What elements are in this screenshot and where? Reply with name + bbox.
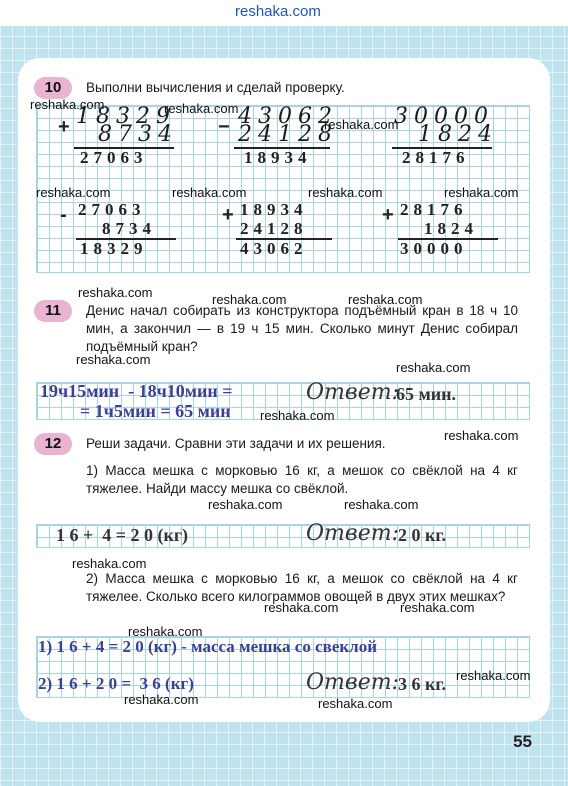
task11-badge: 11 bbox=[34, 300, 72, 322]
check1-a: 27063 bbox=[78, 200, 146, 219]
check1-res: 18329 bbox=[80, 239, 148, 258]
watermark: reshaka.com bbox=[212, 292, 287, 307]
col2-sign: − bbox=[218, 116, 230, 138]
task11-line2: = 1ч5мин = 65 мин bbox=[80, 401, 231, 421]
task10-badge: 10 bbox=[34, 77, 72, 99]
watermark: reshaka.com bbox=[400, 600, 475, 615]
check2-b: 24128 bbox=[240, 219, 308, 238]
watermark: reshaka.com bbox=[124, 692, 199, 707]
watermark: reshaka.com bbox=[260, 408, 335, 423]
watermark: reshaka.com bbox=[396, 360, 471, 375]
page-number: 55 bbox=[513, 732, 532, 751]
watermark: reshaka.com bbox=[456, 668, 531, 683]
site-header-link[interactable]: reshaka.com bbox=[235, 3, 321, 20]
col1-b: 8734 bbox=[98, 122, 178, 147]
task12-p2-answer-word: Ответ: bbox=[306, 670, 399, 695]
col2-b: 24128 bbox=[238, 122, 338, 147]
watermark: reshaka.com bbox=[444, 428, 519, 443]
watermark: reshaka.com bbox=[324, 117, 399, 132]
task12-instruction: Реши задачи. Сравни эти задачи и их решения. bbox=[86, 436, 386, 451]
task12-p1-solution: 1 6 + 4 = 2 0 (кг) bbox=[56, 525, 189, 545]
col3-a: 30000 bbox=[394, 104, 494, 129]
check3-sign: + bbox=[382, 204, 394, 226]
task11-text: Денис начал собирать из конструктора подъёмный кран в 18 ч 10 мин, а закончил — в 19 ч 15 мин. Сколько минут Денис собирал подъёмный кран? bbox=[86, 303, 518, 354]
col1-a: 18329 bbox=[76, 104, 176, 129]
watermark: reshaka.com bbox=[36, 185, 111, 200]
task12-p2-line2: 2) 1 6 + 2 0 = 3 6 (кг) bbox=[38, 674, 194, 693]
check3-b: 1824 bbox=[424, 219, 478, 238]
check3-a: 28176 bbox=[400, 200, 468, 219]
col3-res: 28176 bbox=[402, 148, 470, 167]
task11-line1: 19ч15мин - 18ч10мин = bbox=[40, 381, 233, 401]
col2-res: 18934 bbox=[244, 148, 312, 167]
watermark: reshaka.com bbox=[344, 497, 419, 512]
task12-p2-line1: 1) 1 6 + 4 = 2 0 (кг) - масса мешка со свеклой bbox=[38, 637, 378, 656]
watermark: reshaka.com bbox=[76, 352, 151, 367]
watermark: reshaka.com bbox=[78, 285, 153, 300]
check3-res: 30000 bbox=[400, 239, 468, 258]
check1-sign: - bbox=[60, 204, 67, 226]
col1-sign: + bbox=[58, 116, 70, 138]
task12-p1-answer-word: Ответ: bbox=[306, 521, 399, 546]
watermark: reshaka.com bbox=[444, 185, 519, 200]
watermark: reshaka.com bbox=[164, 101, 239, 116]
watermark: reshaka.com bbox=[30, 97, 105, 112]
watermark: reshaka.com bbox=[308, 185, 383, 200]
watermark: reshaka.com bbox=[264, 600, 339, 615]
task12-p2-text: 2) Масса мешка с морковью 16 кг, а мешок со свёклой на 4 кг тяжелее. Сколько всего килограммов овощей в двух этих мешках? bbox=[86, 571, 518, 604]
check1-b: 8734 bbox=[102, 219, 156, 238]
watermark: reshaka.com bbox=[172, 185, 247, 200]
col1-res: 27063 bbox=[80, 148, 148, 167]
task11-answer-word: Ответ: bbox=[306, 380, 399, 405]
watermark: reshaka.com bbox=[318, 696, 393, 711]
col3-b: 1824 bbox=[418, 122, 498, 147]
task12-p1-answer-value: 2 0 кг. bbox=[398, 525, 447, 545]
task10-instruction: Выполни вычисления и сделай проверку. bbox=[86, 80, 345, 95]
watermark: reshaka.com bbox=[128, 624, 203, 639]
task11-answer-value: 65 мин. bbox=[396, 384, 457, 404]
task12-p1-text: 1) Масса мешка с морковью 16 кг, а мешок со свёклой на 4 кг тяжелее. Найди массу мешка со свёклой. bbox=[86, 463, 518, 496]
col2-a: 43062 bbox=[238, 104, 338, 129]
watermark: reshaka.com bbox=[72, 556, 147, 571]
check2-sign: + bbox=[222, 204, 234, 226]
watermark: reshaka.com bbox=[208, 497, 283, 512]
task12-p2-answer-value: 3 6 кг. bbox=[398, 674, 447, 694]
watermark: reshaka.com bbox=[348, 292, 423, 307]
check2-a: 18934 bbox=[240, 200, 308, 219]
check2-res: 43062 bbox=[240, 239, 308, 258]
task12-badge: 12 bbox=[34, 433, 72, 455]
